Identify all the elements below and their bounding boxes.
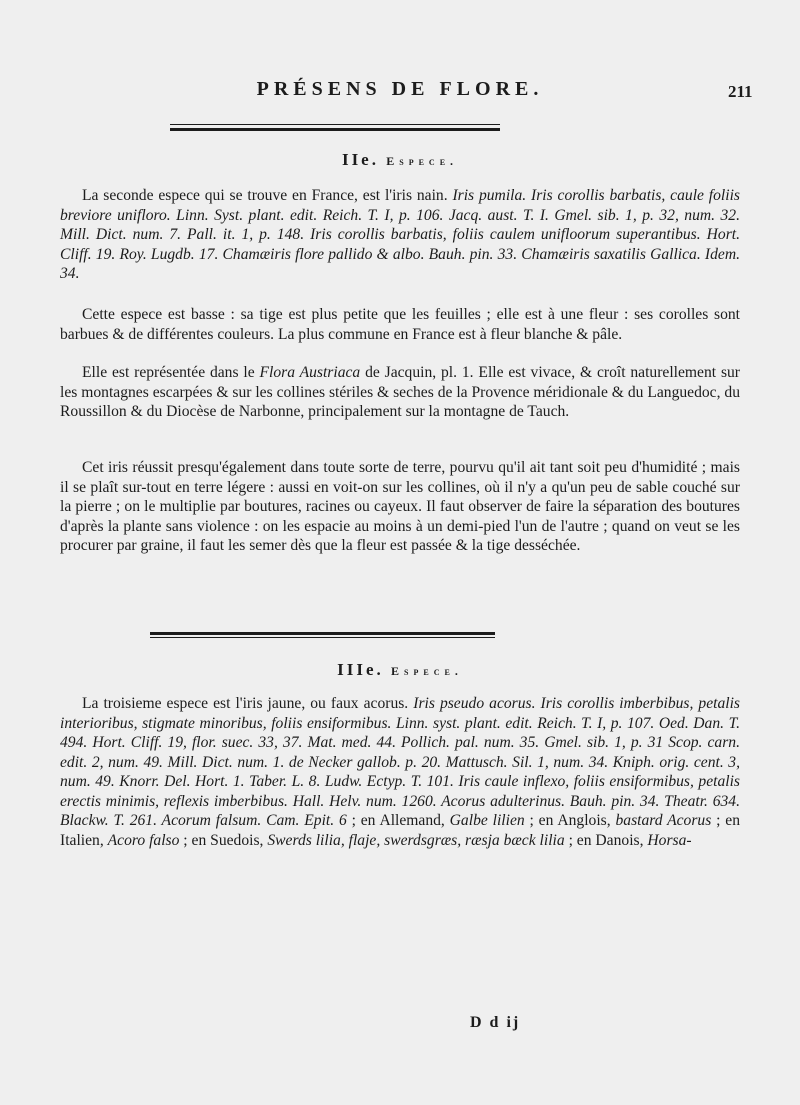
section-word: Espece. (386, 154, 459, 168)
paragraph: La troisieme espece est l'iris jaune, ou faux acorus. Iris pseudo acorus. Iris corollis imberbibus, petalis interioribus, stigmate minoribus, foliis ensiformibus. Linn. syst. plant. edit. Reich. T. I, p. 107. Oed. Dan. T. 494. Hort. Cliff. 19, flor. suec. 33, 37. Mat. med. 44. Pollich. pal. num. 35. Gmel. sib. 1, p. 31 Scop. carn. edit. 2, num. 49. Mill. Dict. num. 1. de Necker gallob. p. 20. Mattusch. Sil. 1, num. 34. Kniph. orig. cent. 3, num. 49. Knorr. Del. Hort. 1. Taber. L. 8. Ludw. Ectyp. T. 101. Iris caule inflexo, foliis ensiformibus, petalis erectis minimis, reflexis imberbibus. Hall. Helv. num. 1260. Acorus adulterinus. Bauh. pin. 34. Theatr. 634. Blackw. T. 261. Acorum falsum. Cam. Epit. 6 ; en Allemand, Galbe lilien ; en Anglois, bastard Acorus ; en Italien, Acoro falso ; en Suedois, Swerds lilia, flaje, swerdsgræs, ræsja bæck lilia ; en Danois, Horsa- (60, 695, 740, 849)
header-rule-thin (170, 124, 500, 125)
section-rule-thick (150, 632, 495, 635)
paragraph: La seconde espece qui se trouve en France, est l'iris nain. Iris pumila. Iris corollis barbatis, caule foliis breviore unifloro. Linn. Syst. plant. edit. Reich. T. I, p. 106. Jacq. aust. T. I. Gmel. sib. 1, p. 32, num. 32. Mill. Dict. num. 7. Pall. it. 1, p. 148. Iris corollis barbatis, foliis caulem unifloorum superantibus. Hort. Cliff. 19. Roy. Lugdb. 17. Chamæiris flore pallido & albo. Bauh. pin. 33. Chamæiris saxatilis Gallica. Idem. 34. (60, 187, 740, 282)
section-numeral: IIIe. (337, 660, 384, 679)
section-word: Espece. (391, 664, 463, 678)
section-title-2 (140, 150, 660, 170)
header-rule-thick (170, 128, 500, 131)
section-rule-thin (150, 637, 495, 638)
paragraph: Cette espece est basse : sa tige est plus petite que les feuilles ; elle est à une fleur : ses corolles sont barbues & de différentes couleurs. La plus commune en France est à fleur blanche & pâle. (60, 306, 740, 343)
signature-mark: D d ij (470, 1014, 521, 1031)
paragraph: Elle est représentée dans le Flora Austriaca de Jacquin, pl. 1. Elle est vivace, & croît naturellement sur les montagnes escarpées & sur les collines stériles & seches de la Provence méridionale & du Languedoc, du Roussillon & du Diocèse de Narbonne, principalement sur la montagne de Tauch. (60, 364, 741, 420)
running-title: PRÉSENS DE FLORE. (256, 78, 544, 100)
section-title-3 (140, 660, 660, 680)
page-number: 211 (728, 82, 753, 101)
section-numeral: IIe. (341, 150, 379, 169)
paragraph: Cet iris réussit presqu'également dans toute sorte de terre, pourvu qu'il ait tant soit peu d'humidité ; mais il se plaît sur-tout en terre légere : aussi en voit-on sur les collines, où il n'y a qu'un peu de sable couché sur la pierre ; on le multiplie par boutures, racines ou cayeux. Il faut observer de faire la séparation des boutures d'après la plante sans violence : on les espacie au moins à un demi-pied l'un de l'autre ; quand on veut se les procurer par graine, il faut les semer dès que la fleur est passée & la tige desséchée. (60, 459, 740, 554)
